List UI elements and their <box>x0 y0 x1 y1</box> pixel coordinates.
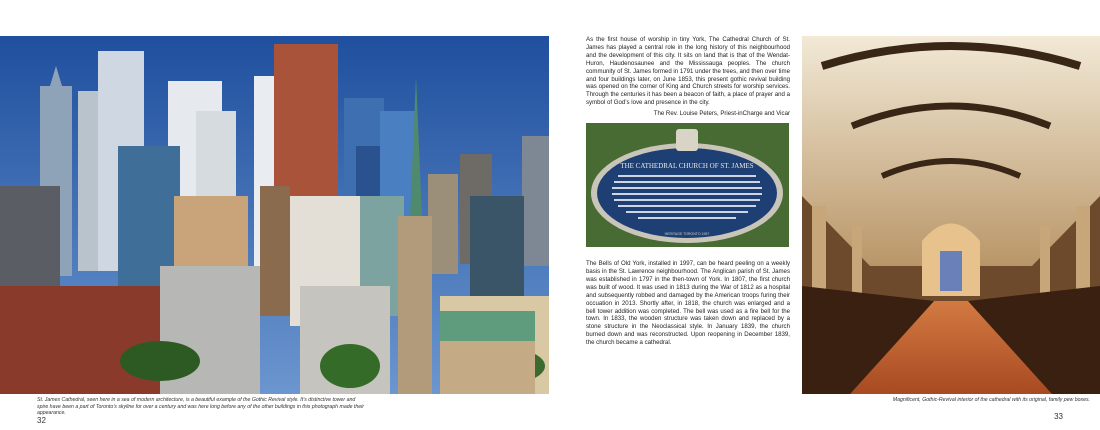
page-number-left: 32 <box>37 416 46 425</box>
plaque-illustration <box>586 123 789 247</box>
left-photo-caption: St. James Cathedral, seen here in a sea of modern architecture, is a beautiful example of the Gothic Revival style. It’s distinctive tower and spire have been a part of Toronto’s skyline for over a century and was here long before any of the other buildings in this photograph made their appearance. <box>37 397 365 417</box>
bells-text <box>586 254 790 353</box>
author-signature: The Rev. Louise Peters, Priest-inCharge and Vicar <box>653 110 790 117</box>
interior-photo <box>802 36 1100 394</box>
plaque-footer: HERITAGE TORONTO 1997 <box>664 232 710 236</box>
intro-paragraph: As the first house of worship in tiny York, The Cathedral Church of St. James has played a central role in the long history of this neighbourhood and the development of this city. It sits on land that is that of the Wendat-Huron, Haudenosaunee and the Mississauga peoples. The church community of St. James formed in 1791 under the trees, and then over time and four buildings later, on June 1853, this present gothic revival building was opened on the corner of King and Church streets for worship services. Through the centuries it has been a beacon of faith, a place of prayer and a symbol of God’s love and presence in the city. <box>586 36 790 107</box>
heritage-plaque-photo <box>586 123 789 247</box>
skyline-photo <box>0 36 549 394</box>
page-number-right: 33 <box>1054 412 1063 421</box>
intro-text <box>586 36 790 107</box>
bells-paragraph: The Bells of Old York, installed in 1997, can be heard peeling on a weekly basis in the St. Lawrence neighbourhood. The Anglican parish of St. James was established in 1797 in the then-town of York. In 1807, the first church was built of wood. It was used in 1813 during the War of 1812 as a hospital and subsequently robbed and damaged by the American troops furing their occuation in 2013. Shortly after, in 1818, the church was enlarged and a bell tower addition was completed. The bell was used as a fire bell for the town. In 1833, the wooden structure was taken down and replaced by a stone structure in the Neoclassical style. In January 1839, the church burned down and was reconstructed. Upon reopening in December 1839, the church became a cathedral. <box>586 260 790 347</box>
plaque-title: THE CATHEDRAL CHURCH OF ST. JAMES <box>620 162 754 170</box>
right-photo-caption: Magnificent, Gothic-Revival interior of the cathedral with its original, family pew boxes. <box>892 397 1090 403</box>
interior-illustration <box>802 36 1100 394</box>
skyline-illustration <box>0 36 549 394</box>
